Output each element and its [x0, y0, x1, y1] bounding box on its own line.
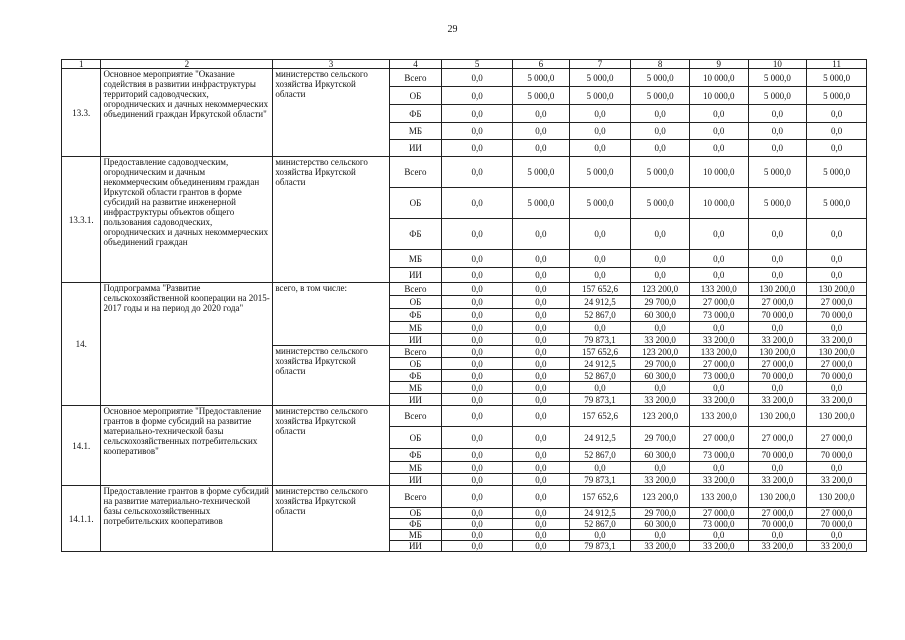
amount-cell: 52 867,0	[569, 309, 631, 322]
amount-cell: 0,0	[569, 462, 631, 474]
page-number: 29	[447, 24, 458, 35]
executor: министерство сельского хозяйства Иркутской области	[273, 486, 389, 552]
funding-source: Всего	[389, 346, 442, 358]
amount-cell: 130 200,0	[748, 283, 807, 296]
amount-cell: 5 000,0	[513, 87, 570, 105]
item-code: 13.3.1.	[62, 157, 101, 283]
amount-cell: 123 200,0	[631, 346, 690, 358]
amount-cell: 5 000,0	[569, 87, 631, 105]
amount-cell: 0,0	[442, 346, 513, 358]
amount-cell: 0,0	[442, 541, 513, 552]
amount-cell: 0,0	[807, 322, 867, 334]
amount-cell: 24 912,5	[569, 296, 631, 309]
amount-cell: 27 000,0	[689, 358, 748, 370]
funding-source: ОБ	[389, 87, 442, 105]
amount-cell: 0,0	[442, 462, 513, 474]
amount-cell: 133 200,0	[689, 406, 748, 427]
amount-cell: 33 200,0	[631, 474, 690, 486]
amount-cell: 157 652,6	[569, 346, 631, 358]
amount-cell: 0,0	[748, 250, 807, 268]
amount-cell: 10 000,0	[689, 157, 748, 188]
funding-source: Всего	[389, 69, 442, 87]
amount-cell: 5 000,0	[631, 188, 690, 219]
amount-cell: 0,0	[442, 140, 513, 157]
amount-cell: 27 000,0	[748, 358, 807, 370]
amount-cell: 33 200,0	[748, 474, 807, 486]
table-row	[62, 406, 867, 427]
funding-source: Всего	[389, 486, 442, 508]
amount-cell: 0,0	[748, 123, 807, 140]
amount-cell: 79 873,1	[569, 541, 631, 552]
amount-cell: 0,0	[442, 449, 513, 462]
amount-cell: 0,0	[689, 268, 748, 283]
amount-cell: 0,0	[807, 123, 867, 140]
amount-cell: 60 300,0	[631, 449, 690, 462]
item-name: Предоставление грантов в форме субсидий на развитие материально-технической базы сельскохозяйственных потребительских кооперативов	[101, 486, 273, 552]
amount-cell: 5 000,0	[807, 87, 867, 105]
amount-cell: 0,0	[513, 530, 570, 541]
amount-cell: 33 200,0	[689, 474, 748, 486]
amount-cell: 0,0	[631, 250, 690, 268]
amount-cell: 0,0	[807, 462, 867, 474]
funding-source: ИИ	[389, 474, 442, 486]
amount-cell: 73 000,0	[689, 309, 748, 322]
amount-cell: 33 200,0	[807, 541, 867, 552]
amount-cell: 33 200,0	[631, 334, 690, 346]
amount-cell: 0,0	[569, 219, 631, 250]
amount-cell: 79 873,1	[569, 334, 631, 346]
amount-cell: 133 200,0	[689, 346, 748, 358]
item-code: 14.1.1.	[62, 486, 101, 552]
amount-cell: 157 652,6	[569, 406, 631, 427]
column-header: 11	[807, 60, 867, 69]
amount-cell: 0,0	[513, 322, 570, 334]
amount-cell: 0,0	[569, 123, 631, 140]
amount-cell: 0,0	[513, 486, 570, 508]
amount-cell: 123 200,0	[631, 486, 690, 508]
funding-source: Всего	[389, 283, 442, 296]
amount-cell: 0,0	[748, 530, 807, 541]
executor: всего, в том числе:	[273, 283, 389, 346]
amount-cell: 0,0	[442, 474, 513, 486]
amount-cell: 60 300,0	[631, 309, 690, 322]
amount-cell: 27 000,0	[748, 508, 807, 519]
amount-cell: 133 200,0	[689, 486, 748, 508]
amount-cell: 157 652,6	[569, 486, 631, 508]
amount-cell: 10 000,0	[689, 69, 748, 87]
amount-cell: 0,0	[513, 219, 570, 250]
amount-cell: 0,0	[631, 140, 690, 157]
amount-cell: 0,0	[513, 394, 570, 406]
amount-cell: 29 700,0	[631, 296, 690, 309]
funding-source: МБ	[389, 322, 442, 334]
amount-cell: 70 000,0	[748, 370, 807, 382]
amount-cell: 33 200,0	[689, 334, 748, 346]
item-name: Подпрограмма "Развитие сельскохозяйственной кооперации на 2015-2017 годы и на период до 2020 года"	[101, 283, 273, 406]
amount-cell: 0,0	[513, 358, 570, 370]
amount-cell: 0,0	[442, 394, 513, 406]
column-header: 3	[273, 60, 389, 69]
item-name: Основное мероприятие "Предоставление грантов в форме субсидий на развитие материально-технической базы сельскохозяйственных потребительских кооперативов"	[101, 406, 273, 486]
amount-cell: 0,0	[689, 219, 748, 250]
column-header: 7	[569, 60, 631, 69]
amount-cell: 133 200,0	[689, 283, 748, 296]
table-row	[62, 157, 867, 188]
amount-cell: 0,0	[513, 334, 570, 346]
table-row	[62, 283, 867, 296]
column-header: 1	[62, 60, 101, 69]
funding-source: ФБ	[389, 370, 442, 382]
amount-cell: 0,0	[513, 474, 570, 486]
amount-cell: 33 200,0	[689, 394, 748, 406]
amount-cell: 29 700,0	[631, 358, 690, 370]
amount-cell: 0,0	[569, 250, 631, 268]
amount-cell: 0,0	[631, 322, 690, 334]
executor: министерство сельского хозяйства Иркутской области	[273, 69, 389, 157]
amount-cell: 0,0	[442, 508, 513, 519]
executor: министерство сельского хозяйства Иркутской области	[273, 157, 389, 283]
amount-cell: 0,0	[442, 283, 513, 296]
amount-cell: 33 200,0	[748, 394, 807, 406]
amount-cell: 0,0	[569, 322, 631, 334]
amount-cell: 29 700,0	[631, 427, 690, 449]
amount-cell: 0,0	[807, 105, 867, 123]
amount-cell: 0,0	[689, 462, 748, 474]
amount-cell: 24 912,5	[569, 427, 631, 449]
amount-cell: 0,0	[748, 322, 807, 334]
amount-cell: 0,0	[442, 406, 513, 427]
amount-cell: 0,0	[513, 427, 570, 449]
amount-cell: 52 867,0	[569, 449, 631, 462]
funding-source: Всего	[389, 157, 442, 188]
amount-cell: 0,0	[569, 530, 631, 541]
amount-cell: 0,0	[513, 370, 570, 382]
funding-source: ФБ	[389, 519, 442, 530]
amount-cell: 0,0	[442, 309, 513, 322]
amount-cell: 0,0	[748, 382, 807, 394]
amount-cell: 0,0	[513, 268, 570, 283]
amount-cell: 70 000,0	[807, 519, 867, 530]
amount-cell: 0,0	[513, 309, 570, 322]
amount-cell: 0,0	[513, 296, 570, 309]
funding-source: Всего	[389, 406, 442, 427]
amount-cell: 5 000,0	[807, 69, 867, 87]
funding-source: ИИ	[389, 541, 442, 552]
amount-cell: 0,0	[631, 105, 690, 123]
amount-cell: 33 200,0	[748, 334, 807, 346]
funding-source: ИИ	[389, 394, 442, 406]
item-name: Предоставление садоводческим, огородническим и дачным некоммерческим объединениям граждан Иркутской области грантов в форме субсидий на развитие инженерной инфраструктуры объектов общего пользования садоводческих, огороднических и дачных некоммерческих объединений граждан	[101, 157, 273, 283]
amount-cell: 10 000,0	[689, 188, 748, 219]
amount-cell: 130 200,0	[807, 486, 867, 508]
funding-source: ОБ	[389, 188, 442, 219]
amount-cell: 0,0	[442, 157, 513, 188]
table-row	[62, 486, 867, 508]
executor: министерство сельского хозяйства Иркутской области	[273, 346, 389, 406]
funding-source: ОБ	[389, 296, 442, 309]
amount-cell: 0,0	[631, 382, 690, 394]
column-header: 9	[689, 60, 748, 69]
amount-cell: 5 000,0	[631, 69, 690, 87]
amount-cell: 0,0	[569, 382, 631, 394]
amount-cell: 5 000,0	[513, 157, 570, 188]
amount-cell: 0,0	[442, 87, 513, 105]
amount-cell: 0,0	[442, 322, 513, 334]
amount-cell: 0,0	[513, 449, 570, 462]
amount-cell: 0,0	[569, 268, 631, 283]
amount-cell: 27 000,0	[689, 296, 748, 309]
amount-cell: 0,0	[513, 462, 570, 474]
amount-cell: 5 000,0	[513, 69, 570, 87]
item-code: 14.1.	[62, 406, 101, 486]
amount-cell: 0,0	[442, 334, 513, 346]
funding-source: ОБ	[389, 358, 442, 370]
amount-cell: 0,0	[442, 530, 513, 541]
amount-cell: 0,0	[748, 268, 807, 283]
amount-cell: 0,0	[689, 250, 748, 268]
amount-cell: 60 300,0	[631, 519, 690, 530]
amount-cell: 130 200,0	[748, 486, 807, 508]
funding-source: МБ	[389, 123, 442, 140]
amount-cell: 0,0	[513, 123, 570, 140]
item-code: 13.3.	[62, 69, 101, 157]
amount-cell: 0,0	[442, 219, 513, 250]
amount-cell: 33 200,0	[631, 541, 690, 552]
amount-cell: 60 300,0	[631, 370, 690, 382]
amount-cell: 0,0	[748, 140, 807, 157]
amount-cell: 33 200,0	[807, 394, 867, 406]
amount-cell: 0,0	[442, 188, 513, 219]
amount-cell: 29 700,0	[631, 508, 690, 519]
item-name: Основное мероприятие "Оказание содействия в развитии инфраструктуры территорий садоводческих, огороднических и дачных некоммерческих объединений граждан Иркутской области"	[101, 69, 273, 157]
amount-cell: 123 200,0	[631, 283, 690, 296]
amount-cell: 70 000,0	[807, 309, 867, 322]
amount-cell: 130 200,0	[807, 346, 867, 358]
amount-cell: 5 000,0	[807, 157, 867, 188]
amount-cell: 0,0	[513, 541, 570, 552]
amount-cell: 0,0	[442, 123, 513, 140]
amount-cell: 0,0	[513, 283, 570, 296]
amount-cell: 0,0	[513, 140, 570, 157]
amount-cell: 0,0	[748, 219, 807, 250]
amount-cell: 0,0	[689, 382, 748, 394]
amount-cell: 27 000,0	[689, 508, 748, 519]
amount-cell: 27 000,0	[748, 427, 807, 449]
amount-cell: 70 000,0	[807, 370, 867, 382]
funding-source: МБ	[389, 382, 442, 394]
amount-cell: 5 000,0	[748, 157, 807, 188]
amount-cell: 0,0	[807, 530, 867, 541]
funding-source: МБ	[389, 530, 442, 541]
funding-source: МБ	[389, 462, 442, 474]
amount-cell: 33 200,0	[631, 394, 690, 406]
amount-cell: 0,0	[442, 105, 513, 123]
item-code: 14.	[62, 283, 101, 406]
amount-cell: 5 000,0	[569, 157, 631, 188]
amount-cell: 27 000,0	[748, 296, 807, 309]
amount-cell: 73 000,0	[689, 519, 748, 530]
amount-cell: 5 000,0	[807, 188, 867, 219]
amount-cell: 0,0	[513, 382, 570, 394]
amount-cell: 0,0	[442, 486, 513, 508]
amount-cell: 0,0	[442, 370, 513, 382]
funding-source: ИИ	[389, 140, 442, 157]
amount-cell: 0,0	[689, 322, 748, 334]
amount-cell: 0,0	[442, 296, 513, 309]
amount-cell: 0,0	[807, 219, 867, 250]
amount-cell: 130 200,0	[807, 283, 867, 296]
amount-cell: 33 200,0	[689, 541, 748, 552]
amount-cell: 0,0	[631, 219, 690, 250]
amount-cell: 0,0	[748, 105, 807, 123]
amount-cell: 27 000,0	[689, 427, 748, 449]
column-header: 5	[442, 60, 513, 69]
amount-cell: 0,0	[748, 462, 807, 474]
amount-cell: 0,0	[569, 140, 631, 157]
amount-cell: 5 000,0	[569, 69, 631, 87]
amount-cell: 0,0	[807, 250, 867, 268]
amount-cell: 27 000,0	[807, 508, 867, 519]
amount-cell: 79 873,1	[569, 394, 631, 406]
amount-cell: 0,0	[807, 268, 867, 283]
amount-cell: 0,0	[513, 508, 570, 519]
amount-cell: 130 200,0	[748, 406, 807, 427]
amount-cell: 70 000,0	[807, 449, 867, 462]
amount-cell: 0,0	[442, 358, 513, 370]
funding-source: ОБ	[389, 508, 442, 519]
column-header: 8	[631, 60, 690, 69]
amount-cell: 5 000,0	[748, 69, 807, 87]
amount-cell: 0,0	[442, 250, 513, 268]
amount-cell: 0,0	[689, 123, 748, 140]
amount-cell: 5 000,0	[631, 157, 690, 188]
amount-cell: 130 200,0	[807, 406, 867, 427]
amount-cell: 52 867,0	[569, 519, 631, 530]
amount-cell: 0,0	[631, 462, 690, 474]
amount-cell: 70 000,0	[748, 449, 807, 462]
amount-cell: 130 200,0	[748, 346, 807, 358]
column-header: 6	[513, 60, 570, 69]
amount-cell: 0,0	[442, 519, 513, 530]
column-header: 4	[389, 60, 442, 69]
amount-cell: 0,0	[442, 69, 513, 87]
budget-table	[61, 59, 867, 552]
amount-cell: 73 000,0	[689, 370, 748, 382]
executor: министерство сельского хозяйства Иркутской области	[273, 406, 389, 486]
amount-cell: 157 652,6	[569, 283, 631, 296]
amount-cell: 0,0	[442, 268, 513, 283]
amount-cell: 73 000,0	[689, 449, 748, 462]
funding-source: ИИ	[389, 268, 442, 283]
amount-cell: 0,0	[631, 268, 690, 283]
column-header: 10	[748, 60, 807, 69]
amount-cell: 33 200,0	[807, 334, 867, 346]
funding-source: ОБ	[389, 427, 442, 449]
table-row	[62, 69, 867, 87]
amount-cell: 33 200,0	[748, 541, 807, 552]
amount-cell: 5 000,0	[513, 188, 570, 219]
funding-source: ФБ	[389, 309, 442, 322]
amount-cell: 0,0	[689, 140, 748, 157]
amount-cell: 33 200,0	[807, 474, 867, 486]
amount-cell: 52 867,0	[569, 370, 631, 382]
amount-cell: 27 000,0	[807, 427, 867, 449]
amount-cell: 5 000,0	[569, 188, 631, 219]
column-header-row	[62, 60, 867, 69]
amount-cell: 0,0	[513, 406, 570, 427]
funding-source: ФБ	[389, 219, 442, 250]
amount-cell: 0,0	[442, 382, 513, 394]
amount-cell: 70 000,0	[748, 519, 807, 530]
amount-cell: 27 000,0	[807, 296, 867, 309]
amount-cell: 0,0	[807, 382, 867, 394]
amount-cell: 10 000,0	[689, 87, 748, 105]
amount-cell: 0,0	[689, 530, 748, 541]
amount-cell: 0,0	[689, 105, 748, 123]
amount-cell: 123 200,0	[631, 406, 690, 427]
amount-cell: 24 912,5	[569, 508, 631, 519]
funding-source: ФБ	[389, 449, 442, 462]
amount-cell: 0,0	[807, 140, 867, 157]
amount-cell: 0,0	[513, 250, 570, 268]
amount-cell: 0,0	[569, 105, 631, 123]
amount-cell: 0,0	[442, 427, 513, 449]
amount-cell: 0,0	[631, 123, 690, 140]
amount-cell: 0,0	[631, 530, 690, 541]
amount-cell: 5 000,0	[631, 87, 690, 105]
amount-cell: 24 912,5	[569, 358, 631, 370]
amount-cell: 5 000,0	[748, 188, 807, 219]
amount-cell: 0,0	[513, 105, 570, 123]
amount-cell: 5 000,0	[748, 87, 807, 105]
amount-cell: 70 000,0	[748, 309, 807, 322]
amount-cell: 79 873,1	[569, 474, 631, 486]
amount-cell: 0,0	[513, 346, 570, 358]
funding-source: ИИ	[389, 334, 442, 346]
amount-cell: 27 000,0	[807, 358, 867, 370]
funding-source: МБ	[389, 250, 442, 268]
amount-cell: 0,0	[513, 519, 570, 530]
funding-source: ФБ	[389, 105, 442, 123]
column-header: 2	[101, 60, 273, 69]
